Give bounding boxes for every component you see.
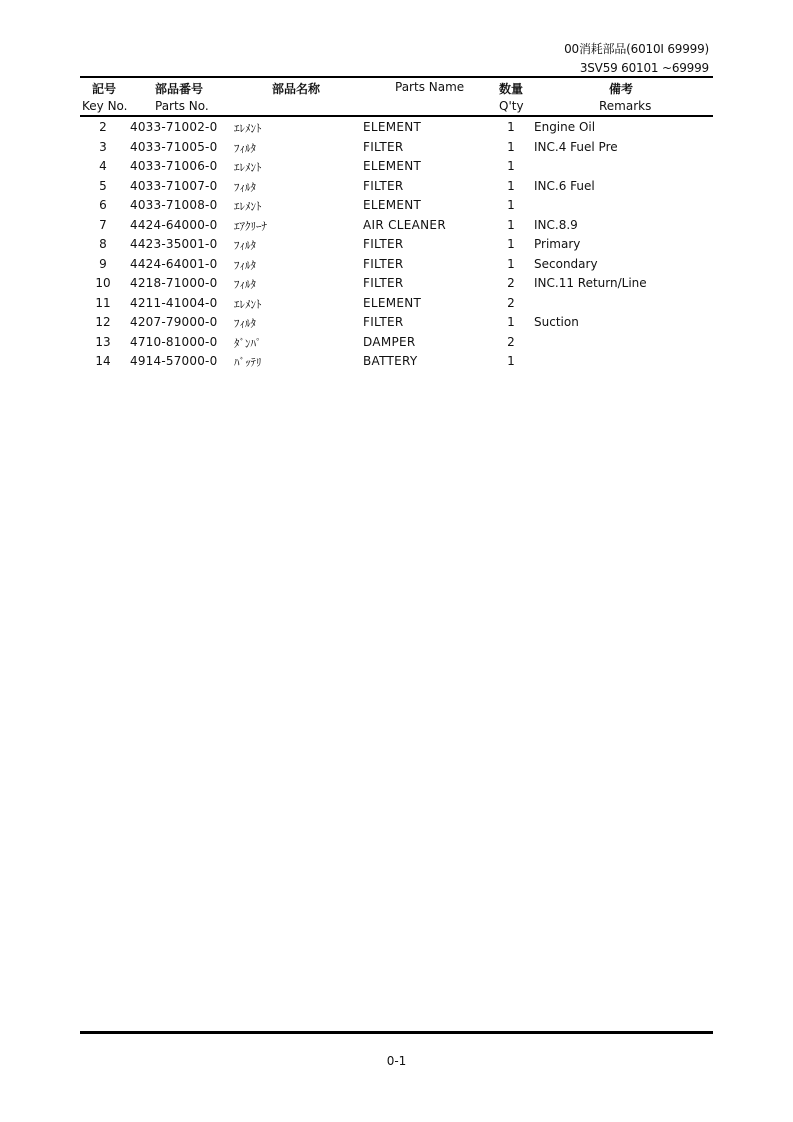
quantity: 2 — [507, 276, 515, 290]
column-header-part-no-en: Parts No. — [155, 99, 209, 113]
key-no: 5 — [99, 178, 107, 193]
table-row — [0, 235, 793, 255]
key-no: 11 — [95, 295, 111, 310]
part-name-jp: ﾊﾞｯﾃﾘ — [234, 356, 262, 369]
key-no: 4 — [99, 159, 107, 173]
part-name-en: BATTERY — [363, 354, 418, 368]
table-row — [0, 313, 793, 333]
part-name-en: FILTER — [363, 237, 404, 251]
remarks: Suction — [534, 315, 579, 329]
column-header-part-name-jp: 部品名称 — [272, 82, 321, 96]
key-no: 3 — [99, 139, 107, 154]
table-row — [0, 177, 793, 197]
part-name-jp: ﾌｨﾙﾀ — [234, 180, 256, 194]
part-name-en: FILTER — [363, 276, 404, 290]
part-number: 4033-71008-0 — [130, 198, 218, 212]
quantity: 1 — [507, 120, 515, 134]
quantity: 2 — [507, 295, 515, 310]
part-name-jp: ﾌｨﾙﾀ — [234, 317, 256, 330]
part-name-jp: ｴﾚﾒﾝﾄ — [234, 161, 262, 174]
remarks: INC.4 Fuel Pre — [534, 139, 618, 154]
part-number: 4211-41004-0 — [130, 295, 218, 310]
quantity: 1 — [507, 217, 515, 232]
part-name-en: FILTER — [363, 256, 404, 271]
part-name-jp: ﾌｨﾙﾀ — [234, 141, 256, 155]
table-row — [0, 157, 793, 177]
key-no: 6 — [99, 198, 107, 212]
key-no: 10 — [95, 276, 111, 290]
part-number: 4424-64001-0 — [130, 256, 218, 271]
column-header-part-no-jp: 部品番号 — [155, 82, 204, 96]
remarks: Secondary — [534, 256, 598, 271]
column-header-remarks-jp: 備考 — [609, 82, 634, 96]
key-no: 8 — [99, 237, 107, 251]
quantity: 1 — [507, 198, 515, 212]
key-no: 2 — [99, 120, 107, 134]
part-name-en: ELEMENT — [363, 120, 422, 134]
key-no: 12 — [95, 315, 111, 329]
quantity: 1 — [507, 354, 515, 368]
column-header-remarks-en: Remarks — [599, 99, 652, 113]
part-name-jp: ｴﾚﾒﾝﾄ — [234, 200, 262, 213]
table-row — [0, 138, 793, 158]
table-row — [0, 274, 793, 294]
part-name-en: FILTER — [363, 315, 404, 329]
part-name-en: AIR CLEANER — [363, 217, 446, 232]
table-row — [0, 255, 793, 275]
part-name-jp: ﾌｨﾙﾀ — [234, 258, 256, 272]
page-bottom-rule — [80, 1031, 713, 1034]
quantity: 2 — [507, 334, 515, 349]
part-number: 4033-71005-0 — [130, 139, 218, 154]
remarks: INC.11 Return/Line — [534, 276, 647, 290]
part-number: 4710-81000-0 — [130, 334, 218, 349]
quantity: 1 — [507, 159, 515, 173]
remarks: INC.6 Fuel — [534, 178, 595, 193]
key-no: 7 — [99, 217, 107, 232]
column-header-qty-jp: 数量 — [499, 82, 524, 96]
part-name-jp: ｴｱｸﾘｰﾅ — [234, 219, 267, 233]
part-number: 4914-57000-0 — [130, 354, 218, 368]
quantity: 1 — [507, 139, 515, 154]
part-number: 4207-79000-0 — [130, 315, 218, 329]
table-top-rule — [80, 76, 713, 78]
remarks: INC.8.9 — [534, 217, 578, 232]
column-header-key-jp: 記号 — [92, 82, 117, 96]
column-header-key-en: Key No. — [82, 99, 128, 113]
remarks: Primary — [534, 237, 581, 251]
part-name-en: FILTER — [363, 178, 404, 193]
part-number: 4423-35001-0 — [130, 237, 218, 251]
table-row — [0, 352, 793, 372]
part-name-jp: ｴﾚﾒﾝﾄ — [234, 297, 262, 311]
part-name-en: ELEMENT — [363, 159, 422, 173]
table-row — [0, 333, 793, 353]
key-no: 14 — [95, 354, 111, 368]
column-header-qty-en: Q'ty — [499, 99, 524, 113]
part-name-en: FILTER — [363, 139, 404, 154]
part-name-jp: ﾀﾞﾝﾊﾟ — [234, 336, 262, 350]
catalog-section-title: 00消耗部品(6010Ι 69999) — [564, 42, 709, 56]
quantity: 1 — [507, 178, 515, 193]
quantity: 1 — [507, 256, 515, 271]
table-row — [0, 216, 793, 236]
table-row — [0, 118, 793, 138]
part-number: 4033-71006-0 — [130, 159, 218, 173]
part-name-jp: ｴﾚﾒﾝﾄ — [234, 122, 262, 135]
part-name-en: ELEMENT — [363, 295, 422, 310]
column-header-part-name-en: Parts Name — [395, 80, 465, 94]
key-no: 13 — [95, 334, 111, 349]
parts-table-body — [0, 118, 793, 372]
page-number: 0-1 — [386, 1054, 407, 1068]
table-header-rule — [80, 115, 713, 117]
part-name-jp: ﾌｨﾙﾀ — [234, 239, 256, 252]
part-number: 4424-64000-0 — [130, 217, 218, 232]
part-number: 4218-71000-0 — [130, 276, 218, 290]
part-name-jp: ﾌｨﾙﾀ — [234, 278, 256, 291]
remarks: Engine Oil — [534, 120, 596, 134]
part-name-en: DAMPER — [363, 334, 416, 349]
serial-range: 3SV59 60101 ~69999 — [579, 61, 709, 75]
key-no: 9 — [99, 256, 107, 271]
quantity: 1 — [507, 237, 515, 251]
part-name-en: ELEMENT — [363, 198, 422, 212]
quantity: 1 — [507, 315, 515, 329]
part-number: 4033-71007-0 — [130, 178, 218, 193]
part-number: 4033-71002-0 — [130, 120, 218, 134]
table-row — [0, 294, 793, 314]
table-row — [0, 196, 793, 216]
